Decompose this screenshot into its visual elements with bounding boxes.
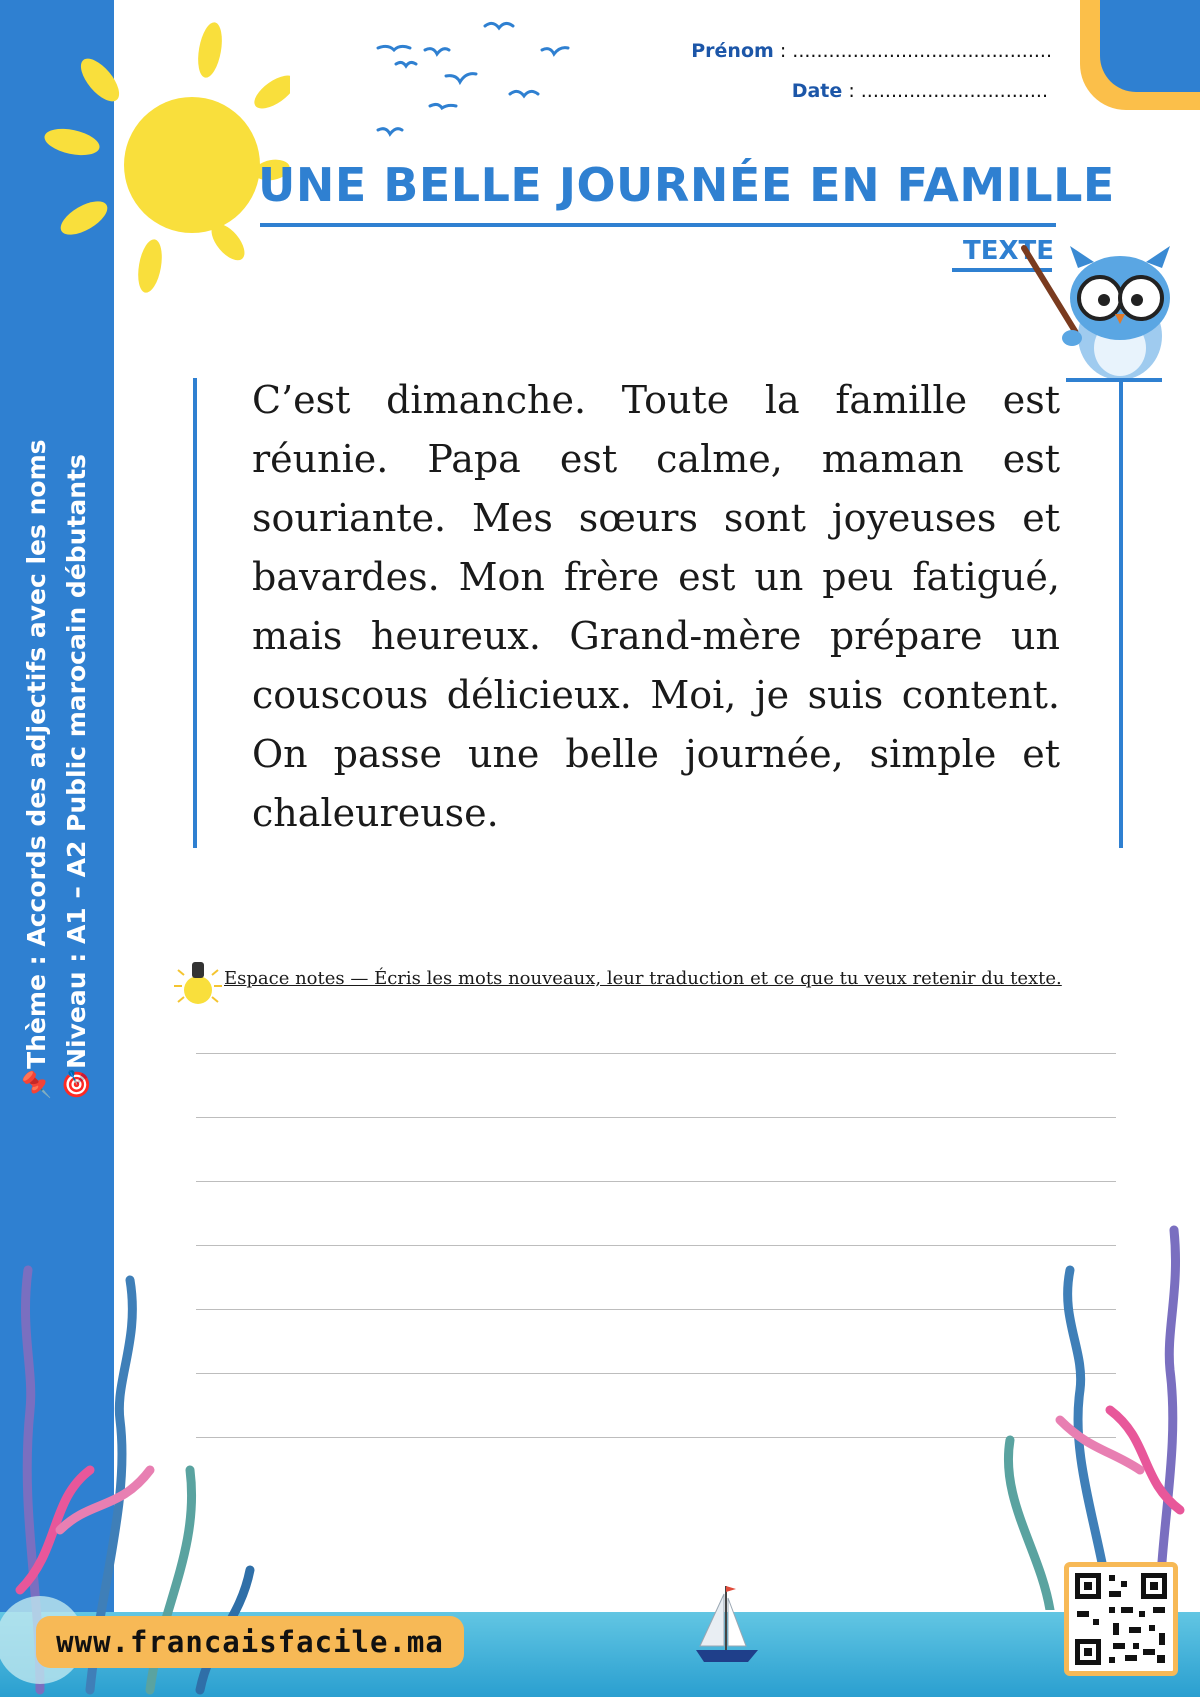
section-label: TEXTE bbox=[962, 236, 1054, 266]
corner-decoration bbox=[1080, 0, 1200, 110]
prenom-blank: : ........................................... bbox=[773, 40, 1052, 62]
page-title: UNE BELLE JOURNÉE EN FAMILLE bbox=[258, 158, 1115, 212]
note-line[interactable] bbox=[196, 1053, 1116, 1054]
level-line: 🎯Niveau : A1 – A2 Public marocain débutants bbox=[62, 454, 91, 1100]
date-blank: : ............................... bbox=[842, 80, 1048, 102]
website-link[interactable]: www.francaisfacile.ma bbox=[56, 1625, 444, 1659]
text-frame-left bbox=[193, 378, 197, 848]
notes-caption: Espace notes — Écris les mots nouveaux, leur traduction et ce que tu veux retenir du texte. bbox=[224, 968, 1062, 989]
owl-teacher-icon bbox=[1020, 240, 1190, 385]
coral-right-icon bbox=[960, 1170, 1200, 1610]
qr-code-icon bbox=[1064, 1562, 1178, 1676]
text-frame-right bbox=[1119, 378, 1123, 848]
reading-text: C’est dimanche. Toute la famille est réunie. Papa est calme, maman est souriante. Mes sœurs sont joyeuses et bavardes. Mon frère est un peu fatigué, mais heureux. Grand-mère prépare un couscous délicieux. Moi, je suis content. On passe une belle journée, simple et chaleureuse. bbox=[252, 378, 1060, 835]
light-bulb-icon bbox=[170, 956, 226, 1016]
birds-icon bbox=[370, 14, 590, 144]
date-label: Date bbox=[791, 80, 843, 102]
prenom-field[interactable] bbox=[691, 40, 1052, 62]
title-underline bbox=[260, 223, 1056, 227]
theme-line: 📌Thème : Accords des adjectifs avec les noms bbox=[22, 439, 51, 1100]
date-field[interactable] bbox=[792, 80, 1048, 102]
prenom-label: Prénom bbox=[691, 40, 774, 62]
sun-icon bbox=[20, 10, 290, 300]
sailboat-icon bbox=[688, 1580, 768, 1670]
note-line[interactable] bbox=[196, 1117, 1116, 1118]
